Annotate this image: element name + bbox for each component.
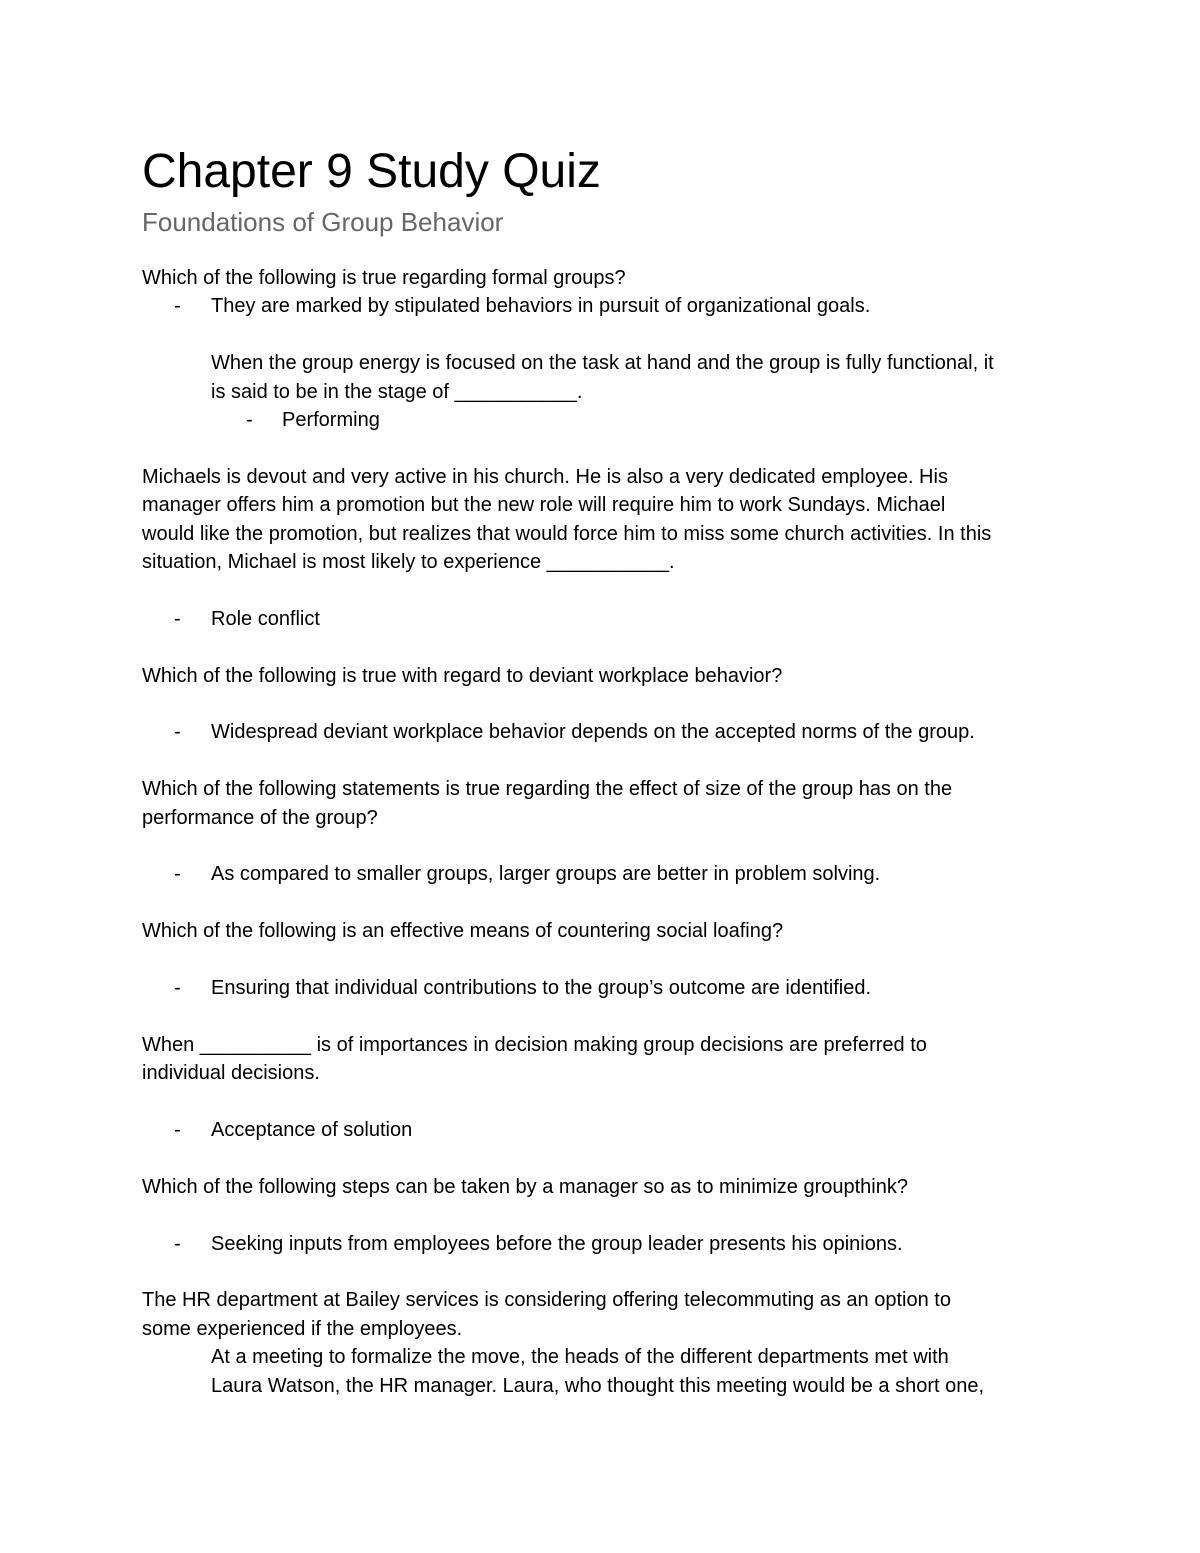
question-3-line-1: Michaels is devout and very active in his church. He is also a very dedicated employee. His [142,465,948,488]
answer-3 [142,605,1072,633]
question-4-text: Which of the following is true with regard to deviant workplace behavior? [142,664,783,687]
question-7-line-2: individual decisions. [142,1062,320,1085]
question-6-text: Which of the following is an effective means of countering social loafing? [142,920,784,943]
question-3-line-3: would like the promotion, but realizes that would force him to miss some church activities. In this [142,522,992,545]
question-1-text: Which of the following is true regarding formal groups? [142,267,626,289]
answer-4 [142,718,1072,746]
question-8-text: Which of the following steps can be taken by a manager so as to minimize groupthink? [142,1175,908,1198]
document-subtitle: Foundations of Group Behavior [142,207,504,237]
question-7-line-1: When __________ is of importances in decision making group decisions are preferred to [142,1033,927,1056]
bullet-dash: - [174,721,181,744]
answer-6 [142,974,1072,1002]
document-title: Chapter 9 Study Quiz [142,145,601,198]
answer-8 [142,1230,1072,1258]
answer-2 [142,406,1072,434]
document-page [142,140,1072,1400]
question-2-line-1: When the group energy is focused on the task at hand and the group is fully functional, it [211,352,994,375]
bullet-dash: - [174,863,181,886]
answer-5 [142,860,1072,888]
bullet-dash: - [174,977,181,1000]
question-9-line-1: The HR department at Bailey services is considering offering telecommuting as an option to [142,1289,951,1312]
answer-1-text: They are marked by stipulated behaviors in pursuit of organizational goals. [211,295,871,318]
answer-3-text: Role conflict [211,607,320,630]
bullet-dash: - [246,409,253,432]
answer-8-text: Seeking inputs from employees before the group leader presents his opinions. [211,1232,903,1255]
bullet-dash: - [174,295,181,318]
answer-7 [142,1116,1072,1144]
answer-7-text: Acceptance of solution [211,1119,413,1142]
answer-6-text: Ensuring that individual contributions to the group’s outcome are identified. [211,977,872,1000]
bullet-dash: - [174,607,181,630]
question-5-line-1: Which of the following statements is true regarding the effect of size of the group has on the [142,778,953,801]
question-9-line-3: At a meeting to formalize the move, the heads of the different departments met with [211,1346,949,1369]
answer-5-text: As compared to smaller groups, larger groups are better in problem solving. [211,863,881,886]
answer-2-text: Performing [282,409,380,432]
question-9-line-4: Laura Watson, the HR manager. Laura, who thought this meeting would be a short one, [211,1374,985,1397]
question-3-line-2: manager offers him a promotion but the new role will require him to work Sundays. Michael [142,494,946,517]
question-5-line-2: performance of the group? [142,806,378,829]
question-9-line-2: some experienced if the employees. [142,1317,463,1340]
bullet-dash: - [174,1119,181,1142]
answer-1 [142,292,1072,320]
question-2-line-2: is said to be in the stage of ___________. [211,380,583,403]
bullet-dash: - [174,1232,181,1255]
question-3-line-4: situation, Michael is most likely to experience ___________. [142,551,675,574]
answer-4-text: Widespread deviant workplace behavior depends on the accepted norms of the group. [211,721,975,744]
